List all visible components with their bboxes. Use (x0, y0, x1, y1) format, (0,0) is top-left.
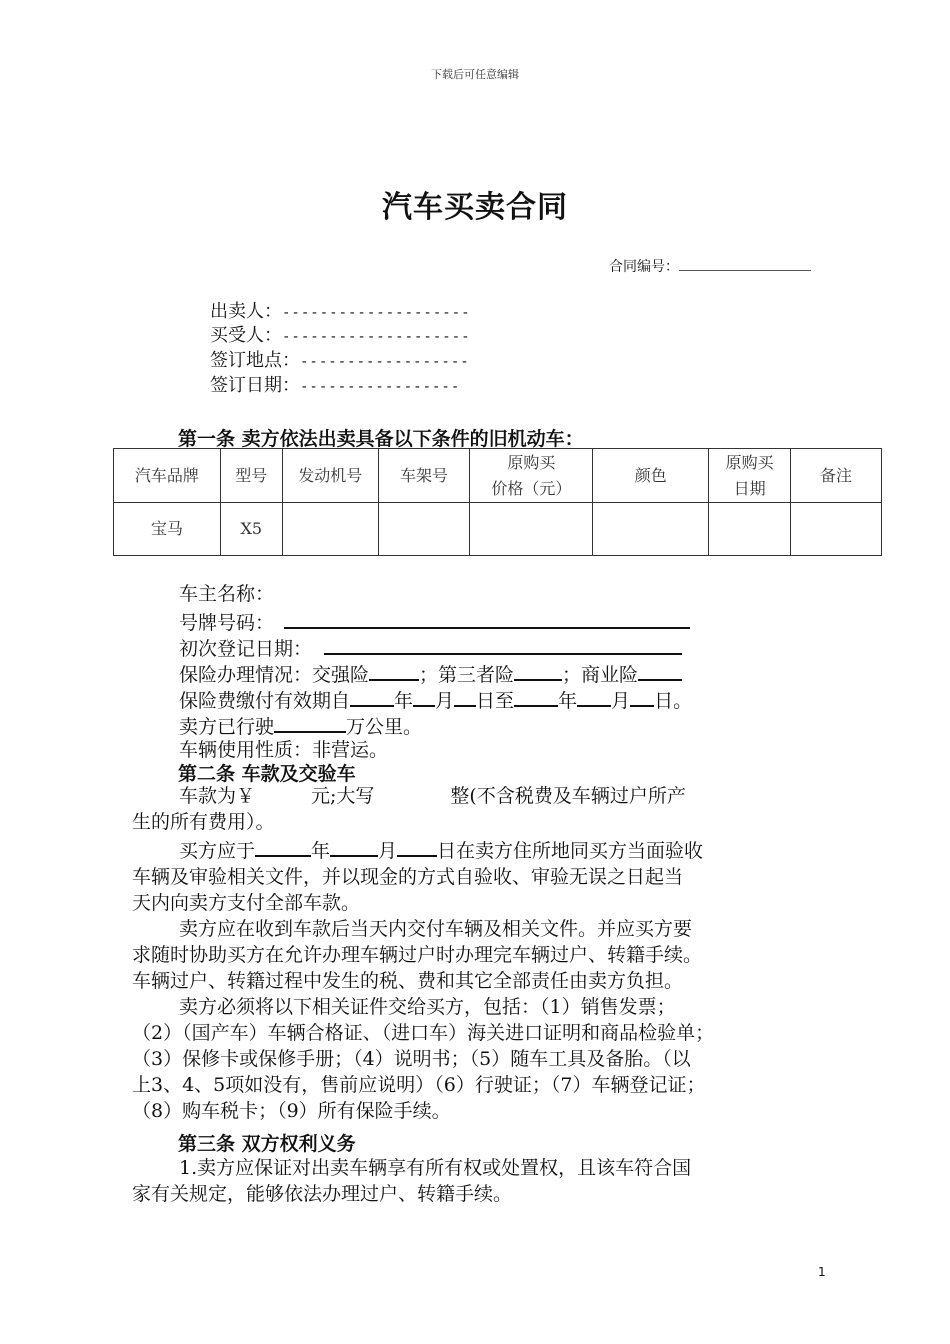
date-blank[interactable]: ----------------- (300, 379, 461, 395)
delivery-line-2: 求随时协助买方在允许办理车辆过户时办理完车辆过户、转籍手续。 (132, 944, 703, 966)
contract-number-blank[interactable] (679, 258, 811, 271)
buyer-blank[interactable]: -------------------- (282, 329, 471, 345)
price-line: 车款为￥ 元;大写 整(不含税费及车辆过户所产 (179, 785, 686, 807)
cell-frame-no[interactable] (378, 503, 470, 556)
cell-remarks[interactable] (791, 503, 882, 556)
plate-field (179, 607, 690, 636)
header-remarks: 备注 (791, 449, 882, 503)
buyer-label: 买受人： (210, 325, 282, 346)
seller-line (210, 300, 471, 325)
vehicle-table (113, 448, 882, 556)
header-model: 型号 (220, 449, 282, 503)
mileage-field (179, 711, 422, 740)
insurance-field (179, 659, 682, 688)
compulsory-insurance-blank[interactable] (369, 659, 419, 681)
insurance-label: 保险办理情况：交强险 (179, 664, 370, 686)
insurance-period-field (179, 685, 692, 714)
buyer-line (210, 324, 471, 349)
header-engine-no: 发动机号 (282, 449, 378, 503)
documents-line-2: （2）（国产车）车辆合格证、（进口车）海关进口证明和商品检验单； (132, 1022, 715, 1044)
inspection-line-3: 天内向卖方支付全部车款。 (132, 892, 361, 914)
from-month-blank[interactable] (413, 685, 435, 707)
mileage-unit: 万公里。 (346, 716, 423, 738)
from-month-label: 月 (435, 690, 455, 712)
documents-line-5: （8）购车税卡；（9）所有保险手续。 (132, 1100, 451, 1122)
document-title: 汽车买卖合同 (382, 190, 568, 225)
first-registration-label: 初次登记日期： (179, 638, 313, 660)
owner-label: 车主名称： (179, 583, 275, 605)
contract-number-label: 合同编号： (609, 259, 679, 275)
plate-blank[interactable] (284, 607, 690, 629)
mileage-blank[interactable] (274, 711, 346, 733)
to-day-blank[interactable] (630, 685, 654, 707)
to-year-label: 年 (558, 690, 578, 712)
date-label: 签订日期： (210, 375, 300, 396)
cell-original-price[interactable] (470, 503, 593, 556)
documents-line-4: 上3、4、5项如没有，售前应说明）（6）行驶证；（7）车辆登记证； (132, 1074, 706, 1096)
article-3-heading: 第三条 双方权利义务 (178, 1133, 356, 1155)
header-brand: 汽车品牌 (114, 449, 221, 503)
first-registration-blank[interactable] (324, 633, 682, 655)
page-number: 1 (818, 1265, 826, 1279)
seller-blank[interactable]: -------------------- (282, 305, 471, 321)
insurance-period-label: 保险费缴付有效期自 (179, 690, 351, 712)
third-party-insurance-label: ；第三者险 (419, 664, 515, 686)
cell-color[interactable] (593, 503, 709, 556)
commercial-insurance-blank[interactable] (638, 659, 682, 681)
first-registration-field (179, 633, 682, 662)
header-original-date: 原购买 日期 (709, 449, 791, 503)
cell-brand[interactable]: 宝马 (114, 503, 221, 556)
documents-line-3: （3）保修卡或保修手册；（4）说明书；（5）随车工具及备胎。（以 (132, 1048, 691, 1070)
article-3-line-1: 1.卖方应保证对出卖车辆享有所有权或处置权，且该车符合国 (179, 1157, 692, 1179)
third-party-insurance-blank[interactable] (514, 659, 562, 681)
inspection-month-blank[interactable] (330, 835, 378, 857)
place-label: 签订地点： (210, 350, 300, 371)
mileage-label: 卖方已行驶 (179, 716, 275, 738)
owner-field (179, 581, 274, 607)
article-2-body (132, 783, 832, 1124)
table-row (114, 503, 882, 556)
inspection-year-blank[interactable] (255, 835, 311, 857)
place-blank[interactable]: ------------------ (300, 354, 470, 370)
inspection-line: 买方应于 年 月 日在卖方住所地同买方当面验收 (132, 835, 832, 864)
date-line (210, 374, 460, 399)
header-frame-no: 车架号 (378, 449, 470, 503)
documents-line: 卖方必须将以下相关证件交给买方，包括：（1）销售发票； (179, 996, 676, 1018)
place-line (210, 349, 470, 374)
usage-field: 车辆使用性质：非营运。 (179, 739, 389, 761)
from-day-blank[interactable] (454, 685, 476, 707)
header-color: 颜色 (593, 449, 709, 503)
delivery-line-3: 车辆过户、转籍过程中发生的税、费和其它全部责任由卖方负担。 (132, 970, 684, 992)
plate-label: 号牌号码： (179, 612, 275, 634)
article-2-heading: 第二条 车款及交验车 (178, 763, 356, 785)
commercial-insurance-label: ；商业险 (562, 664, 639, 686)
price-line-2: 生的所有费用）。 (132, 811, 275, 833)
to-month-blank[interactable] (577, 685, 611, 707)
article-3-body (132, 1155, 832, 1207)
inspection-day-blank[interactable] (397, 835, 437, 857)
contract-number (609, 256, 811, 276)
header-original-price: 原购买 价格（元） (470, 449, 593, 503)
cell-engine-no[interactable] (282, 503, 378, 556)
article-1-heading: 第一条 卖方依法出卖具备以下条件的旧机动车： (178, 428, 584, 450)
from-year-blank[interactable] (350, 685, 394, 707)
delivery-line: 卖方应在收到车款后当天内交付车辆及相关文件。并应买方要 (179, 918, 693, 940)
seller-label: 出卖人： (210, 301, 282, 322)
article-3-line-2: 家有关规定，能够依法办理过户、转籍手续。 (132, 1183, 513, 1205)
table-header-row (114, 449, 882, 503)
to-month-label: 月 (611, 690, 631, 712)
cell-original-date[interactable] (709, 503, 791, 556)
to-day-label: 日。 (654, 690, 693, 712)
page-header-note: 下载后可任意编辑 (431, 68, 519, 81)
cell-model[interactable]: X5 (220, 503, 282, 556)
to-year-blank[interactable] (514, 685, 558, 707)
inspection-line-2: 车辆及审验相关文件，并以现金的方式自验收、审验无误之日起当 (132, 866, 684, 888)
from-year-label: 年 (394, 690, 414, 712)
to-label: 日至 (476, 690, 515, 712)
